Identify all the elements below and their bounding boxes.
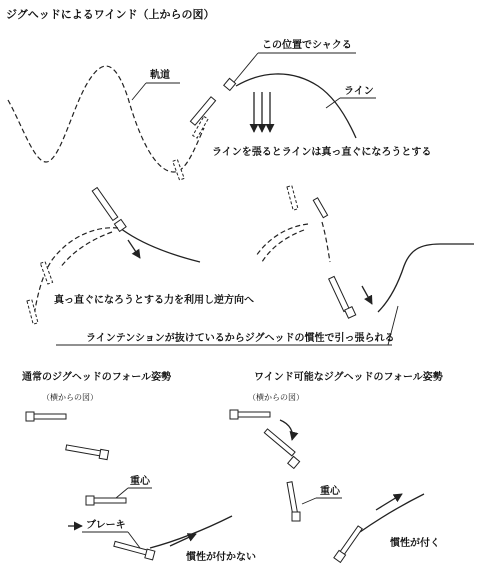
jighead-ghost xyxy=(313,198,327,218)
diagram-title: ジグヘッドによるワインド（上からの図） xyxy=(6,8,215,21)
brake-label: ブレーキ xyxy=(86,520,126,531)
fishing-line-bottom-left xyxy=(150,516,232,548)
jighead-ghost xyxy=(287,186,298,210)
jighead-head xyxy=(224,78,236,90)
center-leader xyxy=(302,498,316,504)
jighead xyxy=(92,498,126,503)
motion-arrow xyxy=(170,534,196,546)
trajectory-path xyxy=(8,66,204,172)
normal-side-view-label: （横からの図） xyxy=(42,393,98,402)
jighead-head xyxy=(114,219,126,231)
inertia-pull-label: ラインテンションが抜けているからジグヘッドの慣性で引っ張られる xyxy=(86,333,395,344)
jighead xyxy=(114,541,150,555)
tension-label: ラインを張るとラインは真っ直ぐになろうとする xyxy=(212,147,432,158)
jighead-head xyxy=(230,410,238,419)
no-inertia-label: 慣性が付かない xyxy=(186,552,256,563)
jighead-head xyxy=(99,449,108,459)
inertia-label: 慣性が付く xyxy=(390,538,440,549)
jighead xyxy=(264,429,295,456)
reverse-direction-label: 真っ直ぐになろうとする力を利用し逆方向へ xyxy=(54,295,254,306)
trajectory-path-mid-right xyxy=(262,230,304,262)
jighead-head xyxy=(145,549,155,560)
fishing-line-mid-right xyxy=(378,244,474,312)
trajectory-label: 軌道 xyxy=(150,70,170,81)
trajectory-path-mid-left xyxy=(60,232,112,268)
rotation-arrow xyxy=(280,420,293,440)
jighead xyxy=(32,414,66,419)
trajectory-path-mid-right xyxy=(256,224,308,256)
jighead xyxy=(236,412,270,417)
jighead-ghost xyxy=(173,160,185,181)
trajectory-path-mid-right xyxy=(322,222,330,262)
jighead-head xyxy=(86,496,94,505)
jighead-head xyxy=(288,456,300,468)
center-of-gravity-label-left: 重心 xyxy=(130,476,150,487)
winding-fall-heading: ワインド可能なジグヘッドのフォール姿勢 xyxy=(254,372,443,383)
jighead-head xyxy=(26,412,34,421)
line-label: ライン xyxy=(344,86,374,97)
normal-fall-heading: 通常のジグヘッドのフォール姿勢 xyxy=(22,372,172,383)
jighead xyxy=(287,482,298,516)
jighead xyxy=(329,276,350,311)
jerk-position-label: この位置でシャクる xyxy=(262,40,352,51)
center-leader xyxy=(116,488,128,498)
trajectory-leader xyxy=(132,83,146,100)
jighead xyxy=(66,445,102,456)
direction-arrow xyxy=(128,240,140,258)
center-of-gravity-label-right: 重心 xyxy=(320,486,340,497)
direction-arrow xyxy=(362,286,372,304)
winding-side-view-label: （横からの図） xyxy=(248,393,304,402)
jighead-head xyxy=(292,512,300,521)
jighead xyxy=(92,188,118,221)
